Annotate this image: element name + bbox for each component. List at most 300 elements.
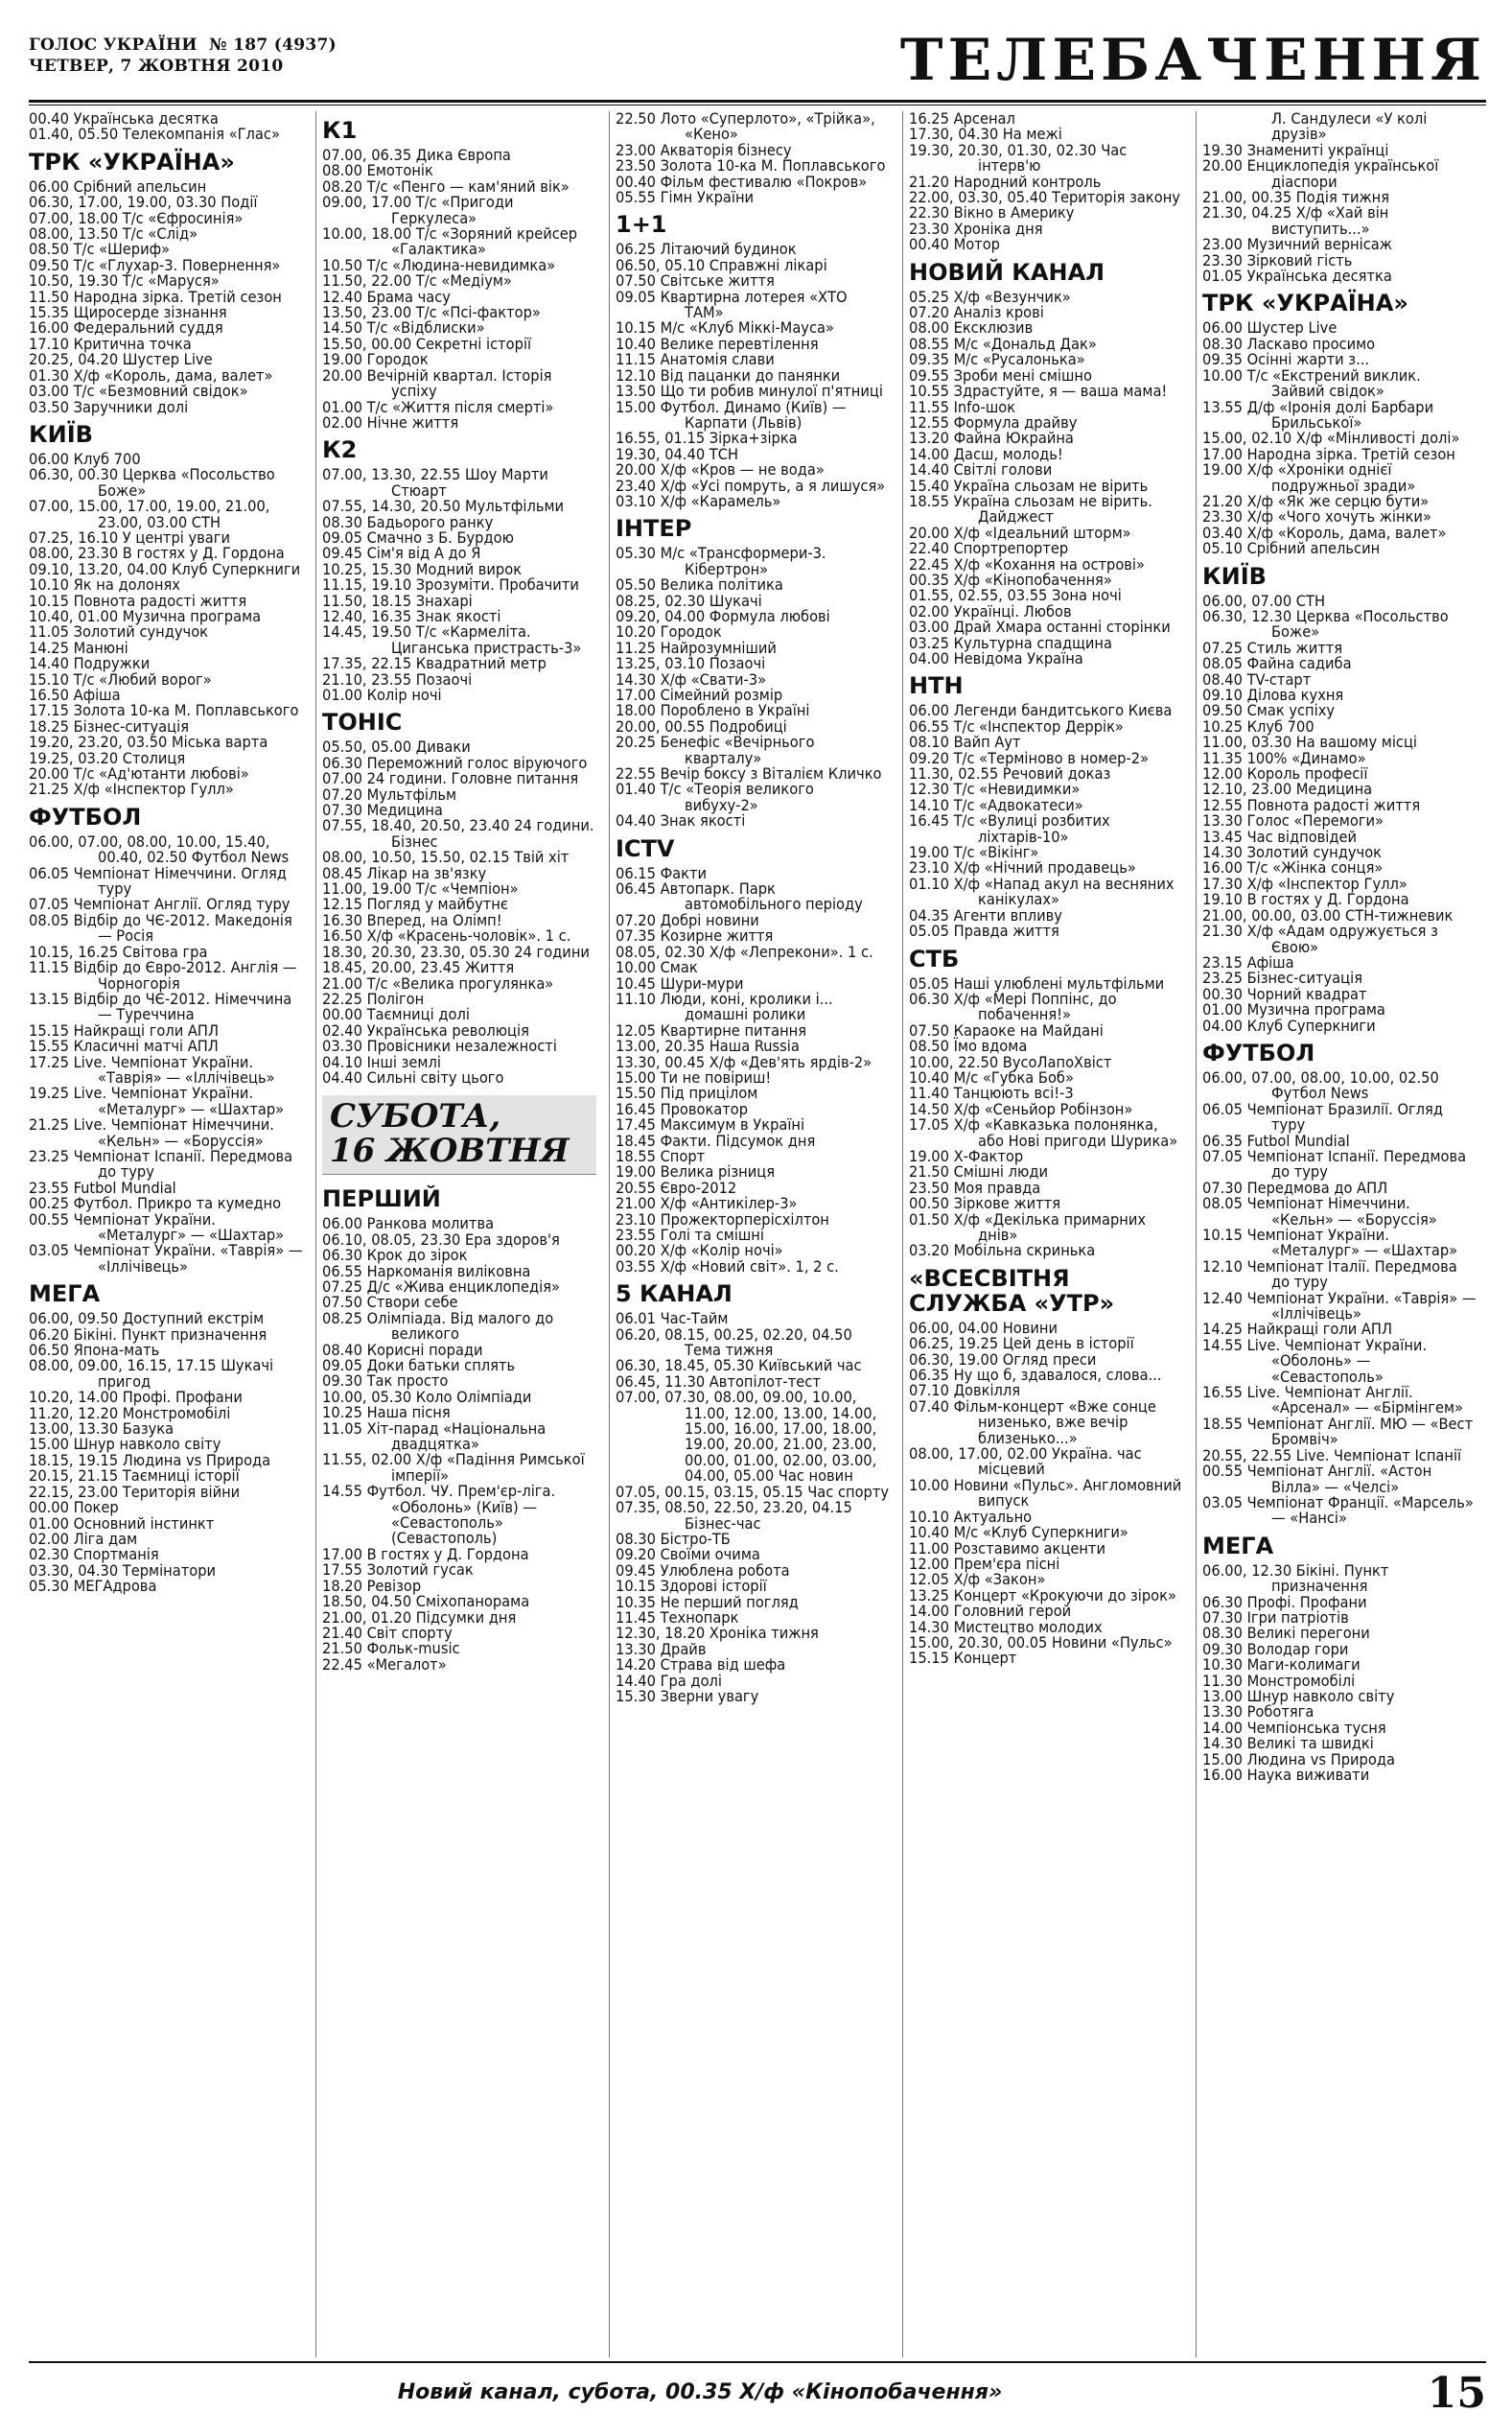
- listing-program: Час-Тайм: [655, 1309, 729, 1328]
- listing-entry: [616, 111, 890, 143]
- listing-time: 18.15, 19.15: [29, 1450, 119, 1469]
- listing-entry: [322, 624, 596, 656]
- listing-time: 01.00: [29, 1513, 69, 1533]
- listing-program: Т/с «Ад'ютанти любові»: [68, 764, 249, 784]
- listing-program: Ревізор: [361, 1576, 422, 1595]
- listing-time: 01.40: [616, 780, 656, 799]
- listing-time: 05.25: [909, 287, 949, 306]
- listing-entry: [909, 1117, 1183, 1149]
- listing-time: 18.50, 04.50: [322, 1592, 412, 1611]
- channel-heading: МЕГА: [29, 1280, 101, 1308]
- listing-time: 09.10, 13.20, 04.00: [29, 559, 168, 578]
- listing-time: 10.25: [322, 1403, 362, 1422]
- listing-program: Зірка+зірка: [705, 429, 798, 448]
- listing-time: 20.55, 22.55: [1202, 1445, 1292, 1464]
- listing-program: Драй Хмара останні сторінки: [948, 618, 1171, 637]
- listing-program: Основний інстинкт: [68, 1513, 215, 1533]
- channel-heading: СТБ: [909, 945, 960, 972]
- listing-entry: [616, 989, 890, 1024]
- listing-entry: [1202, 158, 1477, 190]
- listing-time: 10.10: [909, 1507, 949, 1526]
- listing-program: Прем'єра пісні: [948, 1554, 1060, 1573]
- listing-program: Х/ф «Колір ночі»: [655, 1241, 783, 1260]
- listing-time: 00.55: [29, 1209, 69, 1229]
- listing-program: 100% «Динамо»: [1242, 748, 1366, 767]
- listing-program: СТН-тижневик: [1340, 905, 1454, 925]
- listing-time: 14.55: [1202, 1335, 1243, 1354]
- listing-time: 08.00, 17.00, 02.00: [909, 1444, 1048, 1464]
- listing-entry: [909, 989, 1183, 1024]
- listing-program: Відбір до ЧЄ-2012. Німеччина — Туреччина: [68, 989, 292, 1024]
- listing-entry: [322, 818, 596, 850]
- listing-time: 09.10: [1202, 686, 1243, 704]
- listing-program: Наука виживати: [1242, 1766, 1370, 1784]
- listing-program: Як на долонях: [68, 575, 180, 595]
- listing-time: 15.35: [29, 303, 69, 322]
- listing-program: Переможний голос віруючого: [361, 753, 588, 772]
- listing-program: Квартирне питання: [655, 1020, 807, 1040]
- listing-program: Наша пісня: [361, 1403, 451, 1422]
- listing-time: 12.10: [616, 365, 656, 385]
- listing-time: 21.50: [909, 1162, 949, 1182]
- listing-time: 20.00, 00.55: [616, 716, 706, 736]
- listing-entry: [909, 651, 1183, 667]
- listing-entry: [1202, 397, 1477, 432]
- listing-time: 06.00, 12.30: [1202, 1560, 1292, 1580]
- listing-program: Полігон: [361, 989, 425, 1008]
- listing-entry: [322, 195, 596, 226]
- listing-entry: [29, 1146, 303, 1182]
- listing-time: 13.25: [909, 1585, 949, 1604]
- listing-time: 00.35: [909, 570, 949, 589]
- listing-time: 04.00: [909, 649, 949, 668]
- listing-program: Інші землі: [361, 1052, 441, 1071]
- listing-time: 05.30: [29, 1577, 69, 1596]
- listing-time: 14.55: [322, 1482, 362, 1501]
- listing-column-1: [29, 111, 303, 2357]
- listing-entry: [1202, 1099, 1477, 1135]
- listing-time: 23.00: [616, 140, 656, 159]
- listing-program: Вайп Аут: [948, 733, 1021, 752]
- listing-entry: [616, 881, 890, 913]
- listing-program: Світ спорту: [361, 1623, 453, 1642]
- listing-program: Info-шок: [948, 397, 1016, 416]
- listing-time: 08.20: [322, 176, 362, 196]
- listing-time: 08.50: [29, 240, 69, 259]
- listing-program: В гостях у Д. Гордона: [1242, 890, 1409, 909]
- listing-entry: [1202, 1196, 1477, 1228]
- listing-time: 17.45: [616, 1115, 656, 1135]
- listing-time: 12.05: [909, 1570, 949, 1589]
- listing-entry: [909, 874, 1183, 909]
- header-rule: [29, 100, 1486, 103]
- listing-program: Хроніка тижня: [705, 1624, 819, 1643]
- listing-time: 10.50: [322, 255, 362, 274]
- listing-time: 09.05: [322, 527, 362, 547]
- listing-time: 06.00: [29, 176, 69, 196]
- listing-entry: [909, 1446, 1183, 1478]
- listing-program: Срібний апельсин: [68, 176, 207, 196]
- listing-program: Т/с «Жінка сонця»: [1242, 858, 1384, 878]
- listing-program: Секретні історії: [411, 334, 532, 353]
- listing-time: 14.20: [616, 1655, 656, 1675]
- channel-heading: НОВИЙ КАНАЛ: [909, 258, 1105, 286]
- listing-time: 14.30: [909, 1617, 949, 1636]
- listing-time: 11.55: [909, 397, 949, 416]
- listing-program: Доки батьки сплять: [361, 1356, 516, 1374]
- listing-time: 09.45: [322, 544, 362, 563]
- listing-time: 08.40: [322, 1340, 362, 1359]
- listing-entry: [1202, 1560, 1477, 1596]
- listing-time: 07.05: [1202, 1146, 1243, 1165]
- listing-time: 07.25: [322, 1277, 362, 1296]
- listing-program: Бізнес-час: [685, 1513, 761, 1533]
- listing-time: 10.00: [1202, 365, 1243, 385]
- listing-time: 02.40: [322, 1020, 362, 1040]
- listing-time: 20.00: [616, 460, 656, 480]
- listing-entry: [1202, 365, 1477, 401]
- listing-entry: [1202, 1492, 1477, 1528]
- listing-program: Людина vs Природа: [118, 1450, 271, 1469]
- listing-time: 07.35: [616, 926, 656, 946]
- listing-time: 00.20: [616, 1241, 656, 1260]
- listing-program: Чемпіонат Італії. Передмова до туру: [1242, 1256, 1457, 1292]
- listing-program: Х/ф «Лепрекони». 1 с.: [705, 942, 873, 961]
- listing-program: Велике перевтілення: [655, 334, 819, 353]
- listing-entry: [616, 491, 890, 510]
- listing-program: Події: [216, 193, 258, 212]
- listing-time: 21.00: [616, 1194, 656, 1213]
- listing-time: 21.20: [1202, 491, 1243, 510]
- listing-time: 21.30: [1202, 922, 1243, 941]
- listing-time: 23.55: [29, 1178, 69, 1197]
- listing-program: Погляд у майбутнє: [361, 895, 508, 914]
- listing-column-5: [1202, 111, 1477, 2357]
- listing-program: Церква «Посольство Боже»: [98, 465, 275, 500]
- listing-entry: [1202, 1768, 1477, 1783]
- listing-program: Телекомпанія «Глас»: [118, 125, 280, 144]
- listing-time: 23.15: [1202, 952, 1243, 972]
- listing-program: Городок: [655, 622, 722, 642]
- listing-time: 21.40: [322, 1623, 362, 1642]
- listing-time: 06.00, 07.00: [1202, 591, 1292, 610]
- listing-time: 19.25, 03.20: [29, 748, 119, 767]
- listing-program: Відбір до Євро-2012. Англія — Чорногорія: [68, 958, 297, 993]
- listing-program: Т/с «Вікінг»: [948, 843, 1039, 862]
- channel-heading: «ВСЕСВІТНЯ СЛУЖБА «УТР»: [909, 1264, 1115, 1317]
- listing-program: Бадьорого ранку: [361, 512, 494, 531]
- listing-time: 22.50: [616, 111, 656, 128]
- listing-time: 06.45, 11.30: [616, 1371, 706, 1391]
- listing-program: Футбол. Прикро та кумедно: [68, 1194, 282, 1213]
- listing-program: Хроніка дня: [948, 219, 1043, 238]
- listing-time: 06.00: [322, 1214, 362, 1233]
- listing-program: Х/ф «Карамель»: [655, 491, 781, 510]
- listing-time: 16.45: [909, 811, 949, 831]
- listing-program: Чемпіонат Іспанії. Передмова до туру: [68, 1146, 293, 1182]
- listing-program: Бізнес-ситуація: [68, 716, 190, 736]
- listing-program: Доступний екстрім: [118, 1309, 265, 1328]
- listing-time: 02.00: [909, 601, 949, 621]
- listing-program: Live. Чемпіонат Англії. «Арсенал» — «Бірмінгем»: [1242, 1383, 1463, 1417]
- listing-program: Народна зірка. Третій сезон: [1242, 444, 1455, 463]
- listing-program: Новини «Пульс»: [1047, 1632, 1173, 1651]
- listing-time: 07.30: [1202, 1178, 1243, 1197]
- listing-time: 11.25: [616, 638, 656, 657]
- listing-entry: [322, 1654, 596, 1674]
- listing-time: 12.00: [1202, 764, 1243, 784]
- listing-program: Критична точка: [68, 334, 192, 353]
- listing-time: 10.15: [1202, 1226, 1243, 1244]
- listing-time: 21.00, 00.00, 03.00: [1202, 905, 1341, 925]
- listing-time: 08.45: [322, 863, 362, 882]
- listing-program: Осінні жарти з...: [1242, 350, 1370, 369]
- listing-entry: [616, 1500, 890, 1532]
- listing-program: Спорт: [655, 1146, 706, 1165]
- listing-program: Х/ф «Сеньйор Робінзон»: [948, 1099, 1133, 1118]
- listing-program: Подія тижня: [1291, 188, 1390, 207]
- listing-program: Городок: [361, 350, 429, 369]
- listing-program: Танцюють всі!-3: [948, 1084, 1074, 1103]
- channel-heading: КИЇВ: [1202, 562, 1267, 590]
- listing-time: 23.30: [1202, 250, 1243, 269]
- listing-program: Х/ф «Кавказька полонянка, або Нові пригоди Шурика»: [948, 1115, 1178, 1150]
- channel-heading: ІНТЕР: [616, 515, 692, 543]
- listing-program: Фільм фестивалю «Покров»: [655, 172, 868, 191]
- listing-program: Чемпіонат України. «Металург» — «Шахтар»: [1242, 1226, 1458, 1260]
- listing-time: 05.10: [1202, 539, 1243, 558]
- listing-program: Live. Чемпіонат України. «Оболонь» — «Севастополь»: [1242, 1335, 1428, 1386]
- listing-program: Базука: [118, 1419, 174, 1439]
- listing-time: 10.40: [616, 334, 656, 353]
- listing-time: 14.25: [1202, 1320, 1243, 1339]
- listing-time: 05.30: [616, 544, 656, 563]
- listing-time: 13.25, 03.10: [616, 654, 706, 673]
- listing-time: 10.00, 22.50: [909, 1052, 999, 1071]
- listing-program: ВусоЛапоХвіст: [998, 1052, 1112, 1071]
- listing-time: 20.25, 04.20: [29, 350, 119, 369]
- listing-program: СТН: [1291, 591, 1325, 610]
- listing-time: 01.50: [909, 1209, 949, 1229]
- listing-entry: [29, 1579, 303, 1594]
- listing-entry: [1202, 1067, 1477, 1103]
- listing-time: 23.00: [1202, 235, 1243, 254]
- listing-program: Життя: [460, 958, 515, 977]
- listing-time: 00.40: [616, 172, 656, 191]
- listing-time: 19.25: [29, 1084, 69, 1103]
- listing-program: Х/ф «Кохання на островi»: [948, 554, 1145, 574]
- listing-program: М/с «Русалонька»: [948, 350, 1085, 369]
- listing-program: Час інтерв'ю: [978, 140, 1128, 176]
- listing-program: Справжні лікарі: [705, 255, 827, 274]
- listing-time: 03.05: [1202, 1492, 1243, 1511]
- listing-time: 07.20: [616, 910, 656, 929]
- listing-entry: [29, 834, 303, 866]
- listing-program: Цей день в історії: [998, 1334, 1134, 1353]
- listing-program: Бенефіс «Вечірнього кварталу»: [655, 733, 815, 767]
- listing-program: Манюні: [68, 638, 128, 657]
- listing-time: 11.30: [1202, 1671, 1243, 1690]
- listing-time: 06.50: [29, 1341, 69, 1360]
- listing-entry: [322, 365, 596, 401]
- listing-time: 14.30: [1202, 1734, 1243, 1753]
- listing-time: 04.00: [1202, 1016, 1243, 1035]
- listing-program: Довкілля: [948, 1381, 1021, 1400]
- listing-time: 15.10: [29, 669, 69, 689]
- listing-program: Колір ночі: [361, 686, 442, 704]
- listing-program: Live. Чемпіонат Німеччини. «Кельн» — «Боруссія»: [68, 1115, 274, 1150]
- listing-program: Час спорту: [803, 1482, 890, 1501]
- listing-program: Головний герой: [948, 1602, 1072, 1621]
- listing-program: Т/с «Шериф»: [68, 240, 171, 259]
- listing-time: 06.00, 07.00, 08.00, 10.00, 02.50: [1202, 1067, 1439, 1087]
- listing-time: 01.30: [29, 365, 69, 385]
- listing-program: Від пацанки до панянки: [655, 365, 841, 385]
- listing-program: Х/ф «Напад акул на весняних канікулах»: [948, 874, 1175, 909]
- listing-time: 03.25: [909, 633, 949, 652]
- listing-entry: [1202, 1288, 1477, 1323]
- listing-entry: [1202, 1464, 1477, 1495]
- listing-program: Золотий сундучок: [1242, 843, 1383, 862]
- listing-program: Х/ф «Інспектор Гулл»: [68, 780, 234, 799]
- day-heading: [322, 1095, 596, 1175]
- listing-time: 06.30: [322, 1246, 362, 1265]
- listing-program: Т/с «Пенго — кам'яний вік»: [361, 176, 570, 196]
- listing-program: Таємниці долі: [361, 1005, 470, 1024]
- listing-time: 13.00, 20.35: [616, 1037, 706, 1056]
- listing-program: «Мегалот»: [361, 1654, 447, 1674]
- listing-time: 12.10, 23.00: [1202, 780, 1292, 799]
- listing-time: 00.00: [29, 1498, 69, 1517]
- listing-time: 03.00: [909, 618, 949, 637]
- listing-program: Київський час: [754, 1356, 862, 1375]
- listing-time: 16.00: [1202, 1766, 1243, 1784]
- listing-program: Файна Юкрайна: [948, 429, 1074, 448]
- listing-program: Акваторія бізнесу: [655, 140, 792, 159]
- listing-time: 21.10, 23.55: [322, 669, 412, 689]
- listing-entry: [322, 1308, 596, 1344]
- listing-time: 10.15: [616, 318, 656, 338]
- listing-program: Х/ф «Король, дама, валет»: [68, 365, 273, 385]
- listing-entry: [29, 989, 303, 1024]
- listing-time: 18.55: [616, 1146, 656, 1165]
- listing-program: Чемпіонат Бразилії. Огляд туру: [1242, 1099, 1443, 1135]
- listing-program: Україна сльозам не вірить: [948, 476, 1149, 495]
- listing-program: 24 години: [509, 942, 590, 961]
- listing-program: Українська революція: [361, 1020, 529, 1040]
- listing-time: 01.10: [909, 874, 949, 893]
- listing-program: Територія війни: [118, 1482, 241, 1501]
- listing-program: Т/с «Псі-фактор»: [411, 303, 541, 322]
- listing-entry: [29, 397, 303, 416]
- listing-time: 06.01: [616, 1309, 656, 1328]
- listing-program: Т/с «Адвокатеси»: [948, 795, 1083, 814]
- listing-time: 13.00: [1202, 1686, 1243, 1705]
- listing-time: 07.25: [1202, 638, 1243, 657]
- listing-time: 03.30, 04.30: [29, 1560, 119, 1580]
- listing-time: 12.00: [909, 1554, 949, 1573]
- listing-program: Шустер Live: [118, 350, 213, 369]
- listing-time: 06.00, 07.00, 08.00, 10.00, 15.40, 00.40, 02.50: [29, 832, 270, 867]
- listing-program: Найкращі голи АПЛ: [1242, 1320, 1392, 1339]
- listing-time: 00.40: [909, 235, 949, 254]
- listing-entry: [616, 813, 890, 829]
- listing-program: Позаочі: [705, 654, 766, 673]
- listing-program: Мотор: [948, 235, 1000, 254]
- listing-time: 11.50, 18.15: [322, 591, 412, 610]
- listing-program: Щиросерде зізнання: [68, 303, 227, 322]
- listing-time: 03.30: [322, 1037, 362, 1056]
- listing-program: Х/ф «Усі помруть, а я лишуся»: [655, 476, 886, 495]
- listing-program: Народний контроль: [948, 172, 1102, 191]
- channel-heading: ТОНІС: [322, 709, 403, 737]
- listing-program: Невідома Україна: [948, 649, 1083, 668]
- listing-time: 16.50: [29, 686, 69, 704]
- listing-program: Літаючий будинок: [655, 240, 797, 259]
- listing-time: 15.15: [29, 1020, 69, 1040]
- listing-time: 15.00: [616, 1067, 656, 1087]
- listing-program: Зірковий гість: [1242, 250, 1353, 269]
- listing-program: Шукачі: [705, 591, 762, 610]
- listing-program: Твій хіт: [509, 848, 570, 867]
- listing-program: Пороблено в Україні: [655, 701, 810, 720]
- listing-program: Євро-2012: [655, 1178, 737, 1197]
- listing-time: 13.30, 00.45: [616, 1052, 706, 1071]
- listing-time: 11.05: [322, 1418, 362, 1438]
- listing-time: 15.30: [616, 1686, 656, 1705]
- listing-program: Монстромобілі: [1242, 1671, 1356, 1690]
- listing-program: 24 години. Головне питання: [361, 769, 579, 788]
- listing-time: 12.30, 18.20: [616, 1624, 706, 1643]
- listing-program: Т/с «Пригоди Геркулеса»: [391, 193, 514, 227]
- listing-program: Брама часу: [361, 287, 451, 306]
- listing-program: Зона ночі: [1047, 586, 1122, 605]
- listing-time: 19.00: [1202, 460, 1243, 480]
- listing-time: 18.55: [1202, 1414, 1243, 1433]
- listing-program: Т/с «Вулиці розбитих ліхтарів-10»: [948, 811, 1110, 846]
- listing-time: 06.05: [1202, 1099, 1243, 1118]
- listing-program: Українці. Любов: [948, 601, 1072, 621]
- listing-program: Агенти впливу: [948, 905, 1062, 925]
- listing-entry: [29, 127, 303, 142]
- listing-time: 08.40: [1202, 669, 1243, 689]
- listing-time: 03.50: [29, 397, 69, 416]
- listing-time: 10.10: [29, 575, 69, 595]
- listing-program: Класичні матчі АПЛ: [68, 1037, 219, 1056]
- listing-program: Коло Олімпіади: [411, 1387, 532, 1406]
- listing-program: Чемпіонат України. «Металург» — «Шахтар»: [68, 1209, 285, 1244]
- listing-time: 23.10: [616, 1209, 656, 1229]
- listing-time: 09.50: [1202, 701, 1243, 720]
- listing-time: 07.35, 08.50, 22.50, 23.20, 04.15: [616, 1498, 852, 1517]
- listing-program: Енциклопедія української діаспори: [1242, 156, 1439, 191]
- listing-time: 07.25, 16.10: [29, 527, 119, 547]
- listing-time: 15.50: [616, 1084, 656, 1103]
- listing-time: 07.30: [322, 801, 362, 820]
- listing-program: Великі перегони: [1242, 1624, 1370, 1643]
- listing-entry: [1202, 1256, 1477, 1292]
- listing-time: 11.00, 03.30: [1202, 733, 1292, 752]
- listing-time: 12.55: [1202, 795, 1243, 814]
- listing-time: 17.30: [1202, 874, 1243, 893]
- channel-heading: 5 КАНАЛ: [616, 1280, 733, 1308]
- listing-time: 07.50: [616, 271, 656, 291]
- listing-program: Чемпіонат Англії. «Астон Вілла» — «Челсі»: [1242, 1462, 1432, 1496]
- listing-time: 21.00, 01.20: [322, 1607, 412, 1627]
- listing-time: 18.45: [616, 1131, 656, 1150]
- listing-program: На межі: [998, 125, 1062, 144]
- listing-time: 06.00, 04.00: [909, 1318, 999, 1337]
